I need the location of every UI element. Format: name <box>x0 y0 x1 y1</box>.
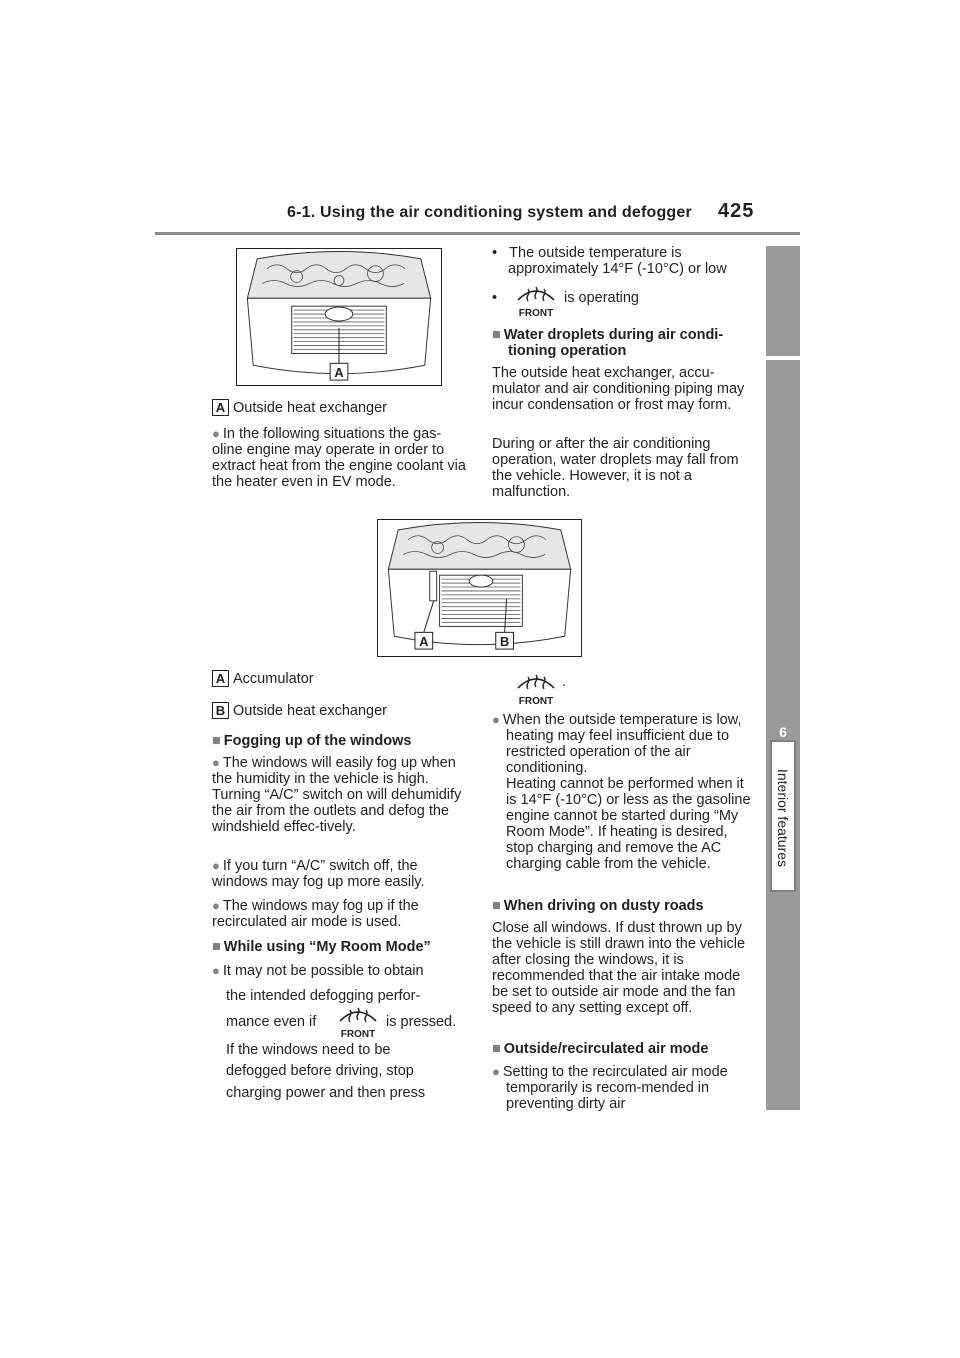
svg-text:A: A <box>419 634 429 650</box>
bullet-outside-temperature-low: ● When the outside temperature is low, heating may feel insufficient due to restricted operation of the air conditioning. Heating cannot be performed when it is 14°F (-10°C) or less as the gasoline engine cannot be started during “My Room Mode”. If heating is desired, stop charging and remove the AC charging cable from the vehicle. <box>492 712 751 872</box>
page-number: 425 <box>718 200 755 222</box>
fog-bullet-1: ● The windows will easily fog up when the humidity in the vehicle is high. Turning “A/C” switch on will dehumidify the air from the outlets and defog the windshield effec-tively. <box>212 755 462 835</box>
myroom-line-3a: mance even if <box>226 1014 317 1030</box>
myroom-line-2: the intended defogging perfor- <box>226 988 421 1004</box>
front-defogger-icon <box>512 280 560 320</box>
dot-outside-temperature: • The outside temperature is approximately 14°F (-10°C) or low <box>492 245 727 277</box>
figure-outside-heat-exchanger <box>236 248 442 386</box>
heading-fogging: ■ Fogging up of the windows <box>212 733 412 749</box>
myroom-bullet: ● It may not be possible to obtain <box>212 963 424 979</box>
svg-text:FRONT: FRONT <box>518 696 554 707</box>
myroom-line-3b: is pressed. <box>386 1014 457 1030</box>
square-bullet-icon: ■ <box>492 898 501 914</box>
engine-bay-illustration <box>237 249 441 385</box>
bullet-gasoline-engine: ● In the following situations the gas-oline engine may operate in order to extract heat from the engine coolant via the heater even in EV mode. <box>212 426 466 490</box>
section-title: 6-1. Using the air conditioning system and defogger <box>287 204 692 221</box>
recirc-bullet: ● Setting to the recirculated air mode temporarily is recom-mended in preventing dirty air <box>492 1064 728 1112</box>
heading-recirculated-mode: ■ Outside/recirculated air mode <box>492 1041 709 1057</box>
bullet-icon: ● <box>212 426 220 441</box>
myroom-line-5: defogged before driving, stop <box>226 1063 414 1079</box>
caption-outside-heat-exchanger: Outside heat exchanger <box>233 400 387 416</box>
bullet-icon: ● <box>212 963 220 978</box>
chapter-tab <box>766 246 800 1110</box>
callout-a-box: A <box>212 399 229 416</box>
caption-outside-heat-exchanger-2: Outside heat exchanger <box>233 703 387 719</box>
heading-dusty-roads: ■ When driving on dusty roads <box>492 898 704 914</box>
front-defogger-icon <box>512 668 560 708</box>
svg-text:B: B <box>500 634 510 650</box>
dusty-paragraph: Close all windows. If dust thrown up by the vehicle is still drawn into the vehicle after closing the windows, it is recommended that the air intake mode be set to outside air mode and the fan speed to any setting except off. <box>492 920 746 1016</box>
dot-bullet: • <box>492 290 498 306</box>
callout-b-box: B <box>212 702 229 719</box>
bullet-icon: ● <box>212 858 220 873</box>
fog-bullet-3: ● The windows may fog up if the recirculated air mode is used. <box>212 898 419 930</box>
square-bullet-icon: ■ <box>212 939 221 955</box>
heading-water-droplets: ■ Water droplets during air condi-tioning operation <box>492 327 724 359</box>
water-paragraph-2: During or after the air conditioning operation, water droplets may fall from the vehicle. However, it is not a malfunction. <box>492 436 739 500</box>
figure-accumulator-heat-exchanger <box>377 519 582 657</box>
caption-accumulator: Accumulator <box>233 671 314 687</box>
period-after-icon: . <box>562 674 567 690</box>
chapter-title: Interior features <box>775 768 791 868</box>
myroom-line-4: If the windows need to be <box>226 1042 391 1058</box>
myroom-line-6: charging power and then press <box>226 1085 426 1101</box>
square-bullet-icon: ■ <box>492 327 501 343</box>
chapter-number: 6 <box>779 724 787 740</box>
svg-text:A: A <box>334 365 344 381</box>
front-defogger-icon <box>334 1001 382 1041</box>
chapter-tab-divider <box>766 356 800 360</box>
square-bullet-icon: ■ <box>492 1041 501 1057</box>
svg-text:FRONT: FRONT <box>340 1029 376 1040</box>
bullet-icon: ● <box>212 898 220 913</box>
bullet-icon: ● <box>492 712 500 727</box>
fog-bullet-2: ● If you turn “A/C” switch off, the windows may fog up more easily. <box>212 858 425 890</box>
heading-my-room-mode: ■ While using “My Room Mode” <box>212 939 431 955</box>
callout-a-box-2: A <box>212 670 229 687</box>
bullet-icon: ● <box>212 755 220 770</box>
square-bullet-icon: ■ <box>212 733 221 749</box>
header-rule <box>155 232 800 235</box>
svg-text:FRONT: FRONT <box>518 308 554 319</box>
engine-bay-illustration-2 <box>378 520 581 656</box>
water-paragraph-1: The outside heat exchanger, accu-mulator and air conditioning piping may incur condensation or frost may form. <box>492 365 745 413</box>
bullet-icon: ● <box>492 1064 500 1079</box>
dot-is-operating: is operating <box>564 290 639 306</box>
